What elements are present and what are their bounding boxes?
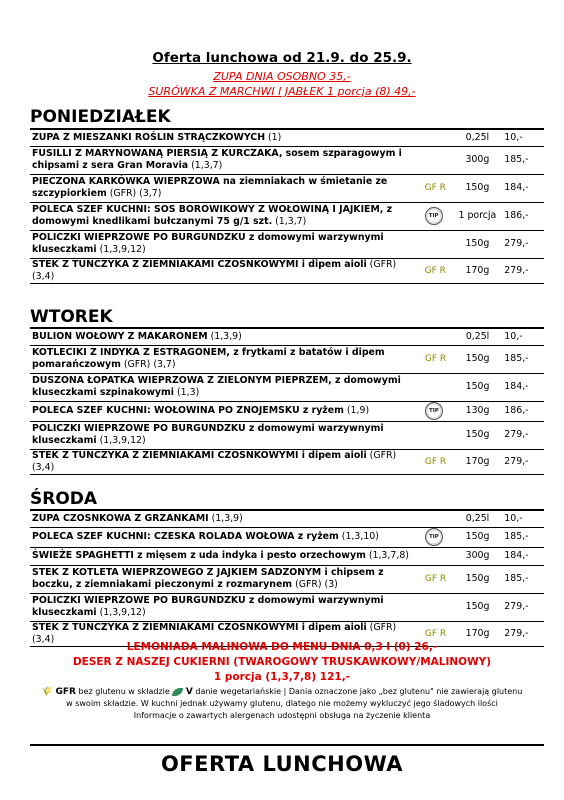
dish-name: KOTLECIKI Z INDYKA Z ESTRAGONEM, z frytkami z batatów i dipem pomarańczowym <box>32 347 385 370</box>
table-row <box>30 330 544 345</box>
dish-quantity: 170g <box>453 258 503 283</box>
dish-allergens: (1,3,9) <box>208 513 243 525</box>
veg-description: danie wegetariańskie | Dania oznaczone jako „bez glutenu" nie zawierają glutenu w swoim składzie. W kuchni jednak używamy glutenu, dlatego nie możemy wykluczyć jego śladowych ilości <box>66 687 523 708</box>
dish-name: POLICZKI WIEPRZOWE PO BURGUNDZKU z domowymi warzywnymi kluseczkami <box>32 423 384 446</box>
dish-name: POLECA SZEF KUCHNI: WOŁOWINA PO ZNOJEMSKU z ryżem <box>32 405 344 416</box>
dish-allergens: (1,3,10) <box>338 531 379 542</box>
dish-quantity: 130g <box>453 401 502 421</box>
gluten-free-icon: GF R <box>424 574 447 584</box>
dish-allergens: (GFR) (3,7) <box>120 359 176 370</box>
dish-price: 184,- <box>502 373 544 401</box>
dish-allergens: (GFR) (3,4) <box>32 258 397 282</box>
dish-price: 279,- <box>502 449 544 474</box>
dish-icon-cell <box>423 401 453 421</box>
dish-quantity: 150g <box>453 593 503 621</box>
dish-allergens: (1,3,9,12) <box>96 435 146 446</box>
day-divider <box>30 327 544 329</box>
day-divider <box>30 509 544 511</box>
allergen-info: Informacje o zawartych alergenach udostępni obsługa na życzenie klienta <box>133 711 431 720</box>
dessert-price: 1 porcja (1,3,7,8) 121,- <box>213 671 351 683</box>
dish-icon-cell <box>423 449 453 474</box>
dish-allergens: (1,9) <box>343 405 370 416</box>
dessert-promo: DESER Z NASZEJ CUKIERNI (TWAROGOWY TRUSKAWKOWY/MALINOWY) <box>72 656 492 668</box>
dish-cell <box>30 330 423 345</box>
dish-name: POLECA SZEF KUCHNI: SOS BOROWIKOWY Z WOŁOWINĄ I JAJKIEM, z domowymi knedlikami bułczanymi 75 g/1 szt. <box>32 204 393 227</box>
gluten-free-icon: GF R <box>424 628 447 639</box>
table-row <box>30 345 544 373</box>
dish-quantity: 150g <box>453 230 503 258</box>
dish-allergens: (1,3,7,8) <box>365 550 409 561</box>
table-row <box>30 449 544 474</box>
dish-cell <box>30 547 423 565</box>
footer-divider <box>30 744 544 746</box>
lemonade-promo: LEMONIADA MALINOWA DO MENU DNIA 0,3 l (0) 26,- <box>126 641 438 653</box>
dish-cell <box>30 593 423 621</box>
dish-allergens: (1,3,9,12) <box>96 244 146 255</box>
dish-price: 279,- <box>502 230 544 258</box>
dish-allergens: (1,3,7) <box>188 160 223 171</box>
dish-cell <box>30 421 423 449</box>
dish-icon-cell <box>423 512 453 527</box>
footer-title: OFERTA LUNCHOWA <box>160 752 404 776</box>
day-title-monday: PONIEDZIAŁEK <box>30 107 171 127</box>
dish-allergens: (GFR) (3,4) <box>32 621 397 645</box>
table-row <box>30 401 544 421</box>
chef-tip-icon: TIP <box>425 402 443 420</box>
day-title-tuesday: WTOREK <box>30 307 113 327</box>
dish-icon-cell <box>423 527 453 547</box>
dish-icon-cell <box>423 565 453 593</box>
gluten-free-icon: GF R <box>424 265 446 276</box>
dish-name: BULION WOŁOWY Z MAKARONEM <box>32 331 208 343</box>
dish-cell <box>30 527 423 547</box>
dish-price: 185,- <box>502 146 544 174</box>
dish-cell <box>30 449 423 474</box>
dish-quantity: 1 porcja <box>453 202 503 230</box>
gluten-free-icon: GF R <box>424 456 447 467</box>
dish-icon-cell <box>423 258 453 283</box>
dish-allergens: (1) <box>265 132 282 144</box>
dish-quantity: 170g <box>453 621 503 646</box>
dish-name: STEK Z TUŃCZYKA Z ZIEMNIAKAMI CZOSNKOWYMI i dipem aioli <box>32 621 367 633</box>
dish-quantity: 300g <box>453 146 503 174</box>
dish-cell <box>30 373 423 401</box>
dish-icon-cell <box>423 373 453 401</box>
dish-icon-cell <box>423 202 453 230</box>
soup-of-day-line: ZUPA DNIA OSOBNO 35,- <box>213 70 351 83</box>
dish-price: 184,- <box>502 547 544 565</box>
dish-cell <box>30 401 423 421</box>
dish-price: 279,- <box>502 621 544 646</box>
dish-name: STEK Z TUŃCZYKA Z ZIEMNIAKAMI CZOSNKOWYMI i dipem aioli <box>32 258 367 270</box>
dish-cell <box>30 565 423 593</box>
dish-quantity: 170g <box>453 449 502 474</box>
offer-title: Oferta lunchowa od 21.9. do 25.9. <box>152 50 412 66</box>
dish-name: STEK Z TUŃCZYKA Z ZIEMNIAKAMI CZOSNKOWYMI i dipem aioli <box>32 449 367 461</box>
gluten-free-icon: 🌾 <box>41 687 53 697</box>
dish-icon-cell <box>423 131 453 146</box>
table-row <box>30 512 544 527</box>
dish-name: POLICZKI WIEPRZOWE PO BURGUNDZKU z domowymi warzywnymi kluseczkami <box>32 232 384 255</box>
dish-icon-cell <box>423 330 453 345</box>
dish-icon-cell <box>423 593 453 621</box>
dish-price: 279,- <box>502 258 544 283</box>
dish-price: 10,- <box>502 330 544 345</box>
dish-icon-cell <box>423 421 453 449</box>
gfr-description: bez glutenu w składzie <box>75 687 173 696</box>
dish-price: 185,- <box>502 345 544 373</box>
dish-price: 186,- <box>502 202 544 230</box>
dish-price: 186,- <box>502 401 544 421</box>
table-row <box>30 230 544 258</box>
table-row <box>30 565 544 593</box>
dish-allergens: (GFR) (3,7) <box>106 188 162 199</box>
dish-price: 184,- <box>502 174 544 202</box>
dish-allergens: (GFR) (3) <box>292 579 338 590</box>
day-title-wednesday: ŚRODA <box>30 489 98 509</box>
table-row <box>30 146 544 174</box>
dish-name: POLECA SZEF KUCHNI: CZESKA ROLADA WOŁOWA z ryżem <box>32 531 339 542</box>
dish-icon-cell <box>423 547 453 565</box>
table-row <box>30 527 544 547</box>
day-divider <box>30 128 544 130</box>
dish-allergens: (GFR) (3,4) <box>32 449 397 473</box>
dish-price: 185,- <box>502 565 544 593</box>
table-row <box>30 547 544 565</box>
gluten-free-icon: GF R <box>424 183 446 193</box>
salad-line: SURÓWKA Z MARCHWI I JABŁEK 1 porcja (8) 49,- <box>148 85 416 98</box>
dish-cell <box>30 131 423 146</box>
gluten-free-icon: GF R <box>424 354 447 364</box>
dish-quantity: 150g <box>453 174 503 202</box>
dish-cell <box>30 202 423 230</box>
dish-name: ŚWIEŻE SPAGHETTI z mięsem z uda indyka i pesto orzechowym <box>32 550 366 561</box>
dish-icon-cell <box>423 146 453 174</box>
dish-quantity: 150g <box>453 421 502 449</box>
vegetarian-leaf-icon <box>172 688 183 696</box>
dish-price: 10,- <box>502 512 544 527</box>
dish-cell <box>30 174 423 202</box>
dish-quantity: 0,25l <box>453 512 503 527</box>
dish-quantity: 150g <box>453 373 502 401</box>
dish-icon-cell <box>423 230 453 258</box>
dish-name: POLICZKI WIEPRZOWE PO BURGUNDZKU z domowymi warzywnymi kluseczkami <box>32 595 384 618</box>
menu-table-tuesday <box>30 330 544 475</box>
table-row <box>30 258 544 283</box>
dish-allergens: (1,3,9) <box>207 331 242 343</box>
legend <box>40 686 524 722</box>
table-row <box>30 131 544 146</box>
dish-price: 279,- <box>502 421 544 449</box>
dish-name: STEK Z KOTLETA WIEPRZOWEGO Z JAJKIEM SADZONYM i chipsem z boczku, z ziemniakami pieczonymi z rozmarynem <box>32 567 384 590</box>
dish-price: 279,- <box>502 593 544 621</box>
dish-cell <box>30 230 423 258</box>
dish-quantity: 0,25l <box>453 330 502 345</box>
dish-quantity: 150g <box>453 345 502 373</box>
dish-quantity: 150g <box>453 527 503 547</box>
dish-name: ZUPA Z MIESZANKI ROŚLIN STRĄCZKOWYCH <box>32 132 266 144</box>
dish-icon-cell <box>423 345 453 373</box>
chef-tip-icon: TIP <box>425 207 443 225</box>
table-row <box>30 202 544 230</box>
veg-label: V <box>185 687 193 697</box>
dish-name: PIECZONA KARKÓWKA WIEPRZOWA na ziemniakach w śmietanie ze szczypiorkiem <box>32 176 388 199</box>
dish-allergens: (1,3) <box>174 387 200 398</box>
table-row <box>30 174 544 202</box>
dish-quantity: 0,25l <box>453 131 503 146</box>
dish-icon-cell <box>423 174 453 202</box>
table-row <box>30 373 544 401</box>
dish-price: 10,- <box>502 131 544 146</box>
dish-name: FUSILLI Z MARYNOWANĄ PIERSIĄ Z KURCZAKA, sosem szparagowym i chipsami z sera Gran Moravia <box>32 148 402 171</box>
dish-name: ZUPA CZOSNKOWA Z GRZANKAMI <box>32 513 209 525</box>
dish-cell <box>30 345 423 373</box>
menu-table-monday <box>30 131 544 284</box>
dish-name: DUSZONA ŁOPATKA WIEPRZOWA Z ZIELONYM PIEPRZEM, z domowymi kluseczkami szpinakowymi <box>32 375 401 398</box>
dish-cell <box>30 146 423 174</box>
menu-table-wednesday <box>30 512 544 647</box>
table-row <box>30 593 544 621</box>
dish-cell <box>30 512 423 527</box>
chef-tip-icon: TIP <box>425 528 443 546</box>
table-row <box>30 421 544 449</box>
dish-cell <box>30 258 423 283</box>
dish-quantity: 150g <box>453 565 503 593</box>
dish-quantity: 300g <box>453 547 503 565</box>
dish-allergens: (1,3,9,12) <box>96 607 146 618</box>
dish-price: 185,- <box>502 527 544 547</box>
gfr-label: GFR <box>55 687 76 697</box>
dish-allergens: (1,3,7) <box>272 216 307 227</box>
